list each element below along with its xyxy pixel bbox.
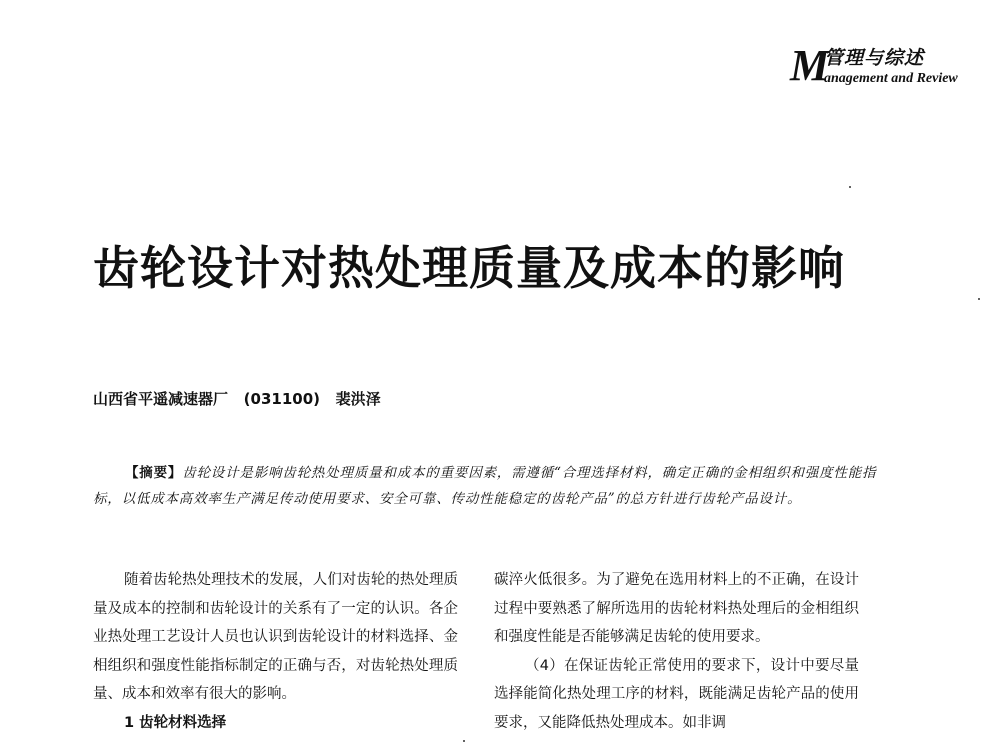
abstract (93, 460, 883, 512)
scan-speck (849, 186, 851, 188)
body-column-right (494, 566, 859, 738)
logo-letter: M (790, 41, 830, 90)
abstract-text: 齿轮设计是影响齿轮热处理质量和成本的重要因素，需遵循“合理选择材料，确定正确的金相组织和强度性能指标，以低成本高效率生产满足传动使用要求、安全可靠、传动性能稳定的齿轮产品”的总方针进行齿轮产品设计。 (93, 465, 877, 507)
body-paragraph: 随着齿轮热处理技术的发展，人们对齿轮的热处理质量及成本的控制和齿轮设计的关系有了一定的认识。各企业热处理工艺设计人员也认识到齿轮设计的材料选择、金相组织和强度性能指标制定的正确与否，对齿轮热处理质量、成本和效率有很大的影响。 (93, 572, 458, 703)
body-paragraph: （4）在保证齿轮正常使用的要求下，设计中要尽量选择能简化热处理工序的材料，既能满足齿轮产品的使用要求，又能降低热处理成本。如非调 (494, 657, 859, 731)
abstract-label: 【摘要】 (125, 465, 183, 481)
logo-english-name: anagement and Review (824, 71, 958, 86)
journal-section-logo (790, 41, 990, 94)
scan-speck (978, 298, 980, 300)
section-heading: 1 齿轮材料选择 (124, 714, 227, 731)
logo-chinese-name: 管理与综述 (824, 47, 925, 69)
author-affiliation: 山西省平遥减速器厂 (031100) 裴洪泽 (93, 390, 381, 408)
article-title: 齿轮设计对热处理质量及成本的影响 (93, 241, 845, 295)
body-column-left (93, 566, 458, 738)
body-paragraph: 碳淬火低很多。为了避免在选用材料上的不正确，在设计过程中要熟悉了解所选用的齿轮材料热处理后的金相组织和强度性能是否能够满足齿轮的使用要求。 (494, 572, 859, 646)
scan-speck (463, 740, 465, 742)
